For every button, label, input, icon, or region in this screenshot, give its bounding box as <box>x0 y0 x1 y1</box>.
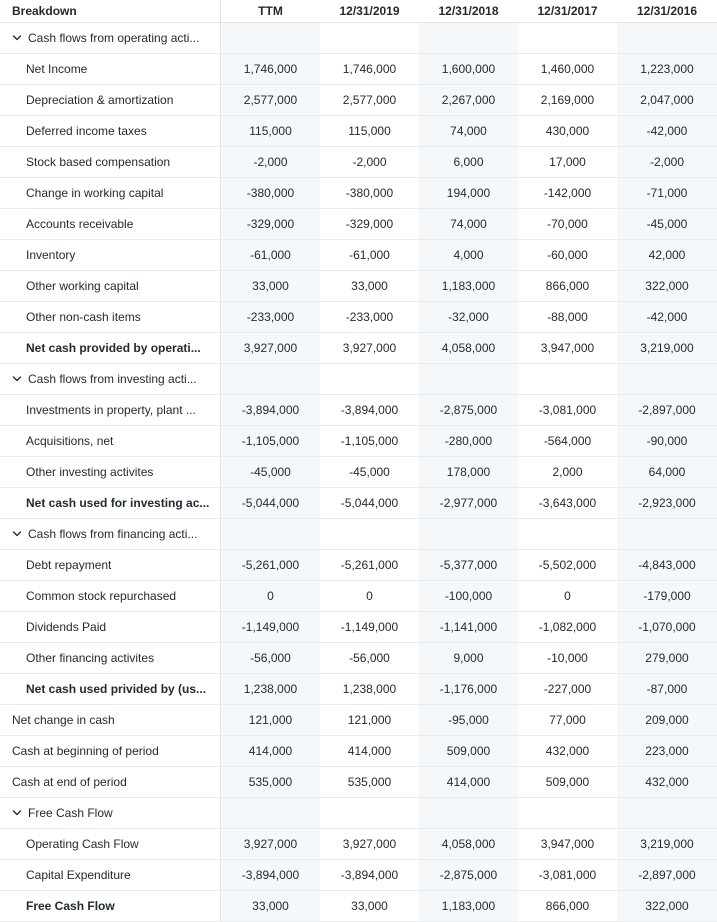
value-cell: 279,000 <box>617 643 717 673</box>
value-cell: 42,000 <box>617 240 717 270</box>
value-cell: 2,577,000 <box>320 85 419 115</box>
value-cell: 430,000 <box>518 116 617 146</box>
value-cell: -2,875,000 <box>419 860 518 890</box>
value-cell <box>320 364 419 394</box>
value-cell <box>518 798 617 828</box>
value-cell <box>617 23 717 53</box>
value-cell: 3,927,000 <box>221 829 320 859</box>
column-header-ttm[interactable]: TTM <box>221 0 320 22</box>
value-cell: 1,746,000 <box>320 54 419 84</box>
table-row[interactable] <box>0 364 717 395</box>
item-label: Other non-cash items <box>26 310 141 324</box>
value-cell <box>518 519 617 549</box>
row-label <box>0 116 221 146</box>
row-label <box>0 829 221 859</box>
value-cell: 322,000 <box>617 271 717 301</box>
value-cell: -3,081,000 <box>518 395 617 425</box>
row-label <box>0 488 221 518</box>
value-cell: -10,000 <box>518 643 617 673</box>
table-row <box>0 457 717 488</box>
value-cell: -90,000 <box>617 426 717 456</box>
item-label: Depreciation & amortization <box>26 93 174 107</box>
value-cell: -179,000 <box>617 581 717 611</box>
value-cell: 414,000 <box>419 767 518 797</box>
value-cell: 121,000 <box>221 705 320 735</box>
value-cell: -3,643,000 <box>518 488 617 518</box>
table-header <box>0 0 717 23</box>
value-cell: -95,000 <box>419 705 518 735</box>
value-cell: -3,081,000 <box>518 860 617 890</box>
value-cell: -5,044,000 <box>221 488 320 518</box>
item-label: Deferred income taxes <box>26 124 147 138</box>
value-cell <box>221 364 320 394</box>
value-cell: -45,000 <box>320 457 419 487</box>
column-header-2017[interactable]: 12/31/2017 <box>518 0 617 22</box>
value-cell: 178,000 <box>419 457 518 487</box>
value-cell: -2,000 <box>221 147 320 177</box>
value-cell: -71,000 <box>617 178 717 208</box>
value-cell <box>617 798 717 828</box>
value-cell: -233,000 <box>320 302 419 332</box>
item-label: Dividends Paid <box>26 620 107 634</box>
value-cell: 64,000 <box>617 457 717 487</box>
row-label <box>0 550 221 580</box>
value-cell: -1,105,000 <box>221 426 320 456</box>
table-row[interactable] <box>0 519 717 550</box>
value-cell <box>419 798 518 828</box>
value-cell: -4,843,000 <box>617 550 717 580</box>
row-label[interactable] <box>0 364 221 394</box>
value-cell: -3,894,000 <box>320 395 419 425</box>
value-cell: 6,000 <box>419 147 518 177</box>
value-cell: -100,000 <box>419 581 518 611</box>
row-label <box>0 767 221 797</box>
item-label: Debt repayment <box>26 558 112 572</box>
item-label: Common stock repurchased <box>26 589 177 603</box>
value-cell: 194,000 <box>419 178 518 208</box>
table-row <box>0 302 717 333</box>
value-cell: -1,149,000 <box>221 612 320 642</box>
item-label: Other investing activites <box>26 465 154 479</box>
table-row <box>0 54 717 85</box>
item-label: Operating Cash Flow <box>26 837 139 851</box>
row-label <box>0 302 221 332</box>
value-cell: 1,183,000 <box>419 891 518 921</box>
table-row <box>0 612 717 643</box>
value-cell: -3,894,000 <box>320 860 419 890</box>
value-cell: -5,044,000 <box>320 488 419 518</box>
value-cell: 0 <box>320 581 419 611</box>
value-cell: 535,000 <box>221 767 320 797</box>
row-label[interactable] <box>0 798 221 828</box>
value-cell: 1,746,000 <box>221 54 320 84</box>
row-label <box>0 674 221 704</box>
value-cell: -2,000 <box>320 147 419 177</box>
table-row <box>0 581 717 612</box>
table-row[interactable] <box>0 798 717 829</box>
table-row <box>0 178 717 209</box>
item-label: Investments in property, plant ... <box>26 403 196 417</box>
value-cell <box>419 23 518 53</box>
column-header-2016[interactable]: 12/31/2016 <box>617 0 717 22</box>
item-label: Net change in cash <box>12 713 115 727</box>
value-cell <box>419 364 518 394</box>
value-cell: -1,070,000 <box>617 612 717 642</box>
value-cell: 0 <box>221 581 320 611</box>
row-label <box>0 581 221 611</box>
value-cell: 866,000 <box>518 891 617 921</box>
section-label: Cash flows from operating acti... <box>28 31 200 45</box>
table-row[interactable] <box>0 23 717 54</box>
value-cell: 3,927,000 <box>320 333 419 363</box>
row-label <box>0 457 221 487</box>
value-cell: -142,000 <box>518 178 617 208</box>
item-label: Cash at beginning of period <box>12 744 159 758</box>
value-cell: -2,897,000 <box>617 860 717 890</box>
value-cell: 4,058,000 <box>419 829 518 859</box>
value-cell: -70,000 <box>518 209 617 239</box>
value-cell: 3,219,000 <box>617 829 717 859</box>
value-cell <box>320 798 419 828</box>
value-cell: 223,000 <box>617 736 717 766</box>
item-label: Net cash used privided by (us... <box>26 682 207 696</box>
table-row <box>0 395 717 426</box>
table-row <box>0 209 717 240</box>
value-cell: -45,000 <box>617 209 717 239</box>
value-cell: -56,000 <box>221 643 320 673</box>
value-cell: -5,261,000 <box>221 550 320 580</box>
table-row <box>0 829 717 860</box>
value-cell: -2,000 <box>617 147 717 177</box>
value-cell: -3,894,000 <box>221 860 320 890</box>
chevron-down-icon[interactable] <box>12 808 22 818</box>
value-cell: -45,000 <box>221 457 320 487</box>
table-row <box>0 116 717 147</box>
value-cell: 33,000 <box>320 891 419 921</box>
table-row <box>0 488 717 519</box>
value-cell: -233,000 <box>221 302 320 332</box>
item-label: Net cash used for investing ac... <box>26 496 210 510</box>
value-cell <box>518 23 617 53</box>
table-row <box>0 643 717 674</box>
breakdown-header[interactable]: Breakdown <box>0 0 221 22</box>
item-label: Stock based compensation <box>26 155 171 169</box>
value-cell: -564,000 <box>518 426 617 456</box>
value-cell: -61,000 <box>320 240 419 270</box>
column-header-2019[interactable]: 12/31/2019 <box>320 0 419 22</box>
value-cell <box>221 798 320 828</box>
value-cell: -2,923,000 <box>617 488 717 518</box>
value-cell: 3,947,000 <box>518 829 617 859</box>
row-label <box>0 85 221 115</box>
section-label: Free Cash Flow <box>28 806 113 820</box>
value-cell: -1,149,000 <box>320 612 419 642</box>
value-cell: 33,000 <box>320 271 419 301</box>
value-cell: 432,000 <box>518 736 617 766</box>
row-label <box>0 209 221 239</box>
value-cell: 432,000 <box>617 767 717 797</box>
column-header-2018[interactable]: 12/31/2018 <box>419 0 518 22</box>
row-label <box>0 240 221 270</box>
table-row <box>0 736 717 767</box>
value-cell: -42,000 <box>617 116 717 146</box>
value-cell: -60,000 <box>518 240 617 270</box>
chevron-down-icon[interactable] <box>12 529 22 539</box>
value-cell: -329,000 <box>221 209 320 239</box>
chevron-down-icon[interactable] <box>12 33 22 43</box>
item-label: Other financing activites <box>26 651 155 665</box>
table-row <box>0 767 717 798</box>
value-cell: -2,977,000 <box>419 488 518 518</box>
row-label <box>0 147 221 177</box>
value-cell: 77,000 <box>518 705 617 735</box>
value-cell: 209,000 <box>617 705 717 735</box>
item-label: Cash at end of period <box>12 775 127 789</box>
value-cell: 1,223,000 <box>617 54 717 84</box>
value-cell: 2,577,000 <box>221 85 320 115</box>
value-cell: 17,000 <box>518 147 617 177</box>
table-row <box>0 674 717 705</box>
value-cell <box>419 519 518 549</box>
item-label: Capital Expenditure <box>26 868 131 882</box>
table-body <box>0 23 717 922</box>
value-cell: 2,047,000 <box>617 85 717 115</box>
value-cell: -1,105,000 <box>320 426 419 456</box>
table-row <box>0 550 717 581</box>
value-cell: -1,176,000 <box>419 674 518 704</box>
value-cell: -3,894,000 <box>221 395 320 425</box>
value-cell: -2,897,000 <box>617 395 717 425</box>
table-row <box>0 85 717 116</box>
row-label <box>0 705 221 735</box>
row-label <box>0 178 221 208</box>
value-cell: 1,460,000 <box>518 54 617 84</box>
value-cell: 1,600,000 <box>419 54 518 84</box>
row-label <box>0 612 221 642</box>
value-cell: 2,000 <box>518 457 617 487</box>
value-cell: -5,261,000 <box>320 550 419 580</box>
item-label: Acquisitions, net <box>26 434 114 448</box>
value-cell: 3,947,000 <box>518 333 617 363</box>
value-cell: 121,000 <box>320 705 419 735</box>
item-label: Other working capital <box>26 279 139 293</box>
value-cell: 866,000 <box>518 271 617 301</box>
value-cell: 535,000 <box>320 767 419 797</box>
value-cell: 414,000 <box>221 736 320 766</box>
item-label: Net cash provided by operati... <box>26 341 201 355</box>
value-cell: -1,082,000 <box>518 612 617 642</box>
value-cell <box>617 364 717 394</box>
table-row <box>0 860 717 891</box>
row-label[interactable] <box>0 519 221 549</box>
item-label: Accounts receivable <box>26 217 134 231</box>
section-label: Cash flows from financing acti... <box>28 527 198 541</box>
row-label <box>0 333 221 363</box>
section-label: Cash flows from investing acti... <box>28 372 197 386</box>
value-cell: 0 <box>518 581 617 611</box>
value-cell: -32,000 <box>419 302 518 332</box>
value-cell: 74,000 <box>419 116 518 146</box>
value-cell: 9,000 <box>419 643 518 673</box>
value-cell <box>221 23 320 53</box>
value-cell: -2,875,000 <box>419 395 518 425</box>
table-row <box>0 891 717 922</box>
value-cell: 322,000 <box>617 891 717 921</box>
item-label: Net Income <box>26 62 88 76</box>
value-cell: -5,502,000 <box>518 550 617 580</box>
table-row <box>0 705 717 736</box>
value-cell: 1,183,000 <box>419 271 518 301</box>
value-cell: -1,141,000 <box>419 612 518 642</box>
value-cell: -5,377,000 <box>419 550 518 580</box>
table-row <box>0 147 717 178</box>
value-cell: 4,058,000 <box>419 333 518 363</box>
row-label <box>0 271 221 301</box>
value-cell: -380,000 <box>320 178 419 208</box>
row-label <box>0 426 221 456</box>
value-cell: -227,000 <box>518 674 617 704</box>
value-cell <box>617 519 717 549</box>
value-cell: 3,927,000 <box>320 829 419 859</box>
value-cell <box>518 364 617 394</box>
value-cell: 115,000 <box>320 116 419 146</box>
value-cell: 2,267,000 <box>419 85 518 115</box>
value-cell: 1,238,000 <box>320 674 419 704</box>
item-label: Free Cash Flow <box>26 899 115 913</box>
row-label <box>0 643 221 673</box>
value-cell: -87,000 <box>617 674 717 704</box>
value-cell: 4,000 <box>419 240 518 270</box>
value-cell <box>320 23 419 53</box>
value-cell: 509,000 <box>419 736 518 766</box>
value-cell: -56,000 <box>320 643 419 673</box>
table-row <box>0 271 717 302</box>
value-cell: -88,000 <box>518 302 617 332</box>
row-label <box>0 891 221 921</box>
row-label <box>0 54 221 84</box>
value-cell: -61,000 <box>221 240 320 270</box>
value-cell: 414,000 <box>320 736 419 766</box>
value-cell: -42,000 <box>617 302 717 332</box>
row-label <box>0 736 221 766</box>
row-label <box>0 860 221 890</box>
value-cell: 115,000 <box>221 116 320 146</box>
value-cell <box>320 519 419 549</box>
value-cell: 3,927,000 <box>221 333 320 363</box>
value-cell: -380,000 <box>221 178 320 208</box>
value-cell: 509,000 <box>518 767 617 797</box>
value-cell: 1,238,000 <box>221 674 320 704</box>
value-cell: 3,219,000 <box>617 333 717 363</box>
chevron-down-icon[interactable] <box>12 374 22 384</box>
item-label: Inventory <box>26 248 76 262</box>
table-row <box>0 426 717 457</box>
value-cell: 2,169,000 <box>518 85 617 115</box>
table-row <box>0 333 717 364</box>
value-cell: 33,000 <box>221 891 320 921</box>
table-row <box>0 240 717 271</box>
row-label[interactable] <box>0 23 221 53</box>
row-label <box>0 395 221 425</box>
item-label: Change in working capital <box>26 186 164 200</box>
value-cell: 74,000 <box>419 209 518 239</box>
value-cell: 33,000 <box>221 271 320 301</box>
value-cell: -280,000 <box>419 426 518 456</box>
value-cell <box>221 519 320 549</box>
value-cell: -329,000 <box>320 209 419 239</box>
